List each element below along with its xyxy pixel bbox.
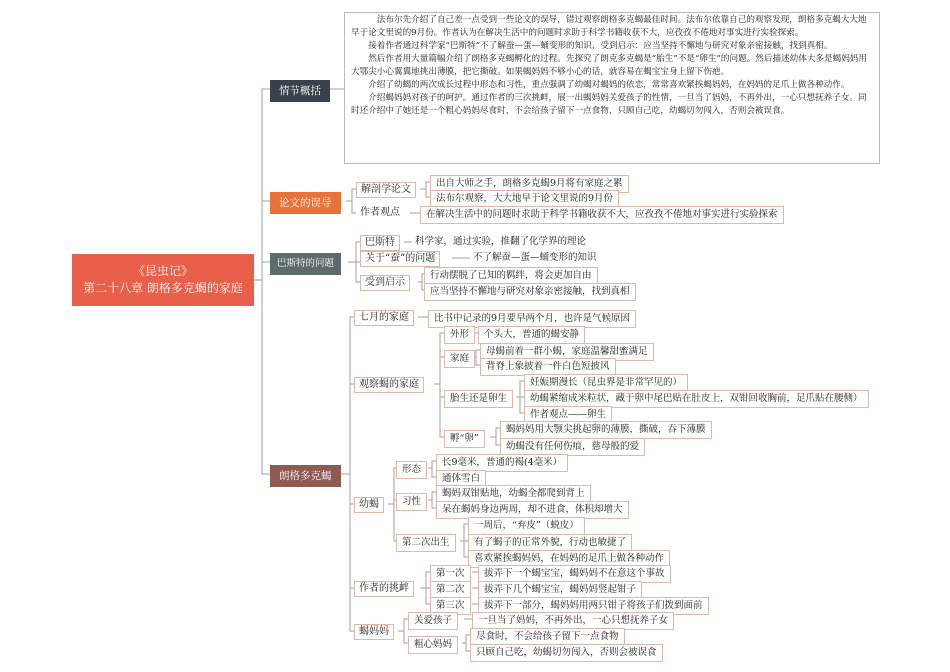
topic-appearance[interactable]: 外形: [444, 326, 475, 344]
branch-plot-summary[interactable]: 情节概括: [270, 80, 330, 102]
topic-hatch-2[interactable]: 幼蝎没有任何伤痕，慈母般的爱: [500, 438, 645, 456]
topic-inspiration-1[interactable]: 行动摆脱了已知的羁绊，将会更加自由: [424, 267, 598, 285]
topic-birth-2[interactable]: 幼蝎紧缩成米粒状，藏于卵中尾巴贴在肚皮上，双钳回收胸前，足爪贴在腰侧）: [524, 390, 869, 408]
plot-summary-text: [344, 12, 880, 164]
topic-provocation-first-text[interactable]: 拔弄下一个蝎宝宝，蝎妈妈不在意这个事故: [478, 565, 671, 583]
topic-caring[interactable]: 关爱孩子: [408, 612, 458, 630]
topic-careless-mother[interactable]: 粗心妈妈: [408, 636, 458, 654]
topic-birth-1[interactable]: 妊娠期漫长（昆虫界是非常罕见的）: [524, 374, 688, 392]
topic-pasteur[interactable]: 巴斯特: [360, 235, 400, 251]
topic-home[interactable]: 家庭: [444, 350, 475, 368]
topic-second-birth[interactable]: 第二次出生: [396, 534, 456, 552]
topic-anatomy-paper-fact-1[interactable]: 出自大师之手，朗格多克蝎9月将有家庭之累: [430, 175, 629, 193]
topic-pasteur-text[interactable]: 科学家，通过实验，推翻了化学界的理论: [415, 236, 587, 247]
topic-second-birth-1[interactable]: 一周后，“弃皮”（蜕皮）: [468, 517, 585, 535]
topic-shape[interactable]: 形态: [396, 461, 427, 479]
topic-silkworm-question-text[interactable]: 不了解蚕—蛋—蛹变形的知识: [473, 252, 597, 263]
topic-habit-1[interactable]: 蝎妈双钳贴地，幼蝎全都爬到背上: [436, 485, 591, 503]
topic-anatomy-paper-fact-2[interactable]: 法布尔观察，大大地早于论文里说的9月份: [430, 190, 619, 208]
summary-paragraph: 接着作者通过科学家“巴斯特”不了解蚕—蛋—蛹变形的知识，受到启示：应当坚持不懈地与研究对象亲密接触，找到真相。: [368, 41, 833, 51]
branch-languedoc-scorpion[interactable]: 朗格多克蝎: [270, 465, 341, 487]
branch-pasteur-question[interactable]: 巴斯特的问题: [270, 253, 341, 275]
topic-anatomy-paper[interactable]: 解剖学论文: [356, 182, 416, 198]
topic-careless-2[interactable]: 只顾自己吃，幼蝎切勿闯入，否则会被误食: [470, 644, 663, 662]
topic-mother-scorpion[interactable]: 蝎妈妈: [354, 624, 394, 640]
root-topic[interactable]: [72, 254, 254, 306]
topic-caring-text[interactable]: 一旦当了妈妈，不再外出，一心只想抚养子女: [472, 612, 674, 630]
book-title: 《昆虫记》: [132, 264, 193, 278]
topic-viviparous-or-oviparous[interactable]: 胎生还是卵生: [444, 390, 513, 408]
topic-second-birth-3[interactable]: 喜欢紧挨蝎妈妈，在妈妈的足爪上做各种动作: [468, 550, 670, 568]
summary-paragraph: 然后作者用大量篇幅介绍了朗格多克蝎孵化的过程。先探究了朗克多克蝎是“胎生”不是“卵生”的问题。然后描述幼体大多是蝎妈妈用大鄂尖小心翼翼地挑出薄膜，把它撕破。如果蝎妈妈不够小心的话，就容易在蝎宝宝身上留下伤疤。: [351, 54, 868, 77]
topic-provocation-third-text[interactable]: 拔弄下一部分，蝎妈妈用两只钳子将孩子们拨到面前: [478, 597, 709, 615]
topic-provocation-second-text[interactable]: 拔弄下几个蝎宝宝，蝎妈妈竖起钳子: [478, 581, 642, 599]
topic-provocation-first[interactable]: 第一次: [430, 565, 471, 583]
topic-inspiration[interactable]: 受到启示: [360, 275, 410, 291]
topic-careless-1[interactable]: 尽食时，不会给孩子留下一点食物: [470, 628, 625, 646]
topic-appearance-text[interactable]: 个头大，普通的蝎安静: [478, 326, 585, 344]
topic-author-view-text[interactable]: 在解决生活中的问题时求助于科学书籍收获不大，应孜孜不倦地对事实进行实验探索: [420, 206, 784, 224]
topic-young-scorpion[interactable]: 幼蝎: [354, 497, 384, 513]
topic-hatch[interactable]: 孵“卵”: [444, 430, 485, 448]
branch-paper-misleading[interactable]: 论文的误导: [270, 192, 341, 214]
topic-birth-3[interactable]: 作者观点——卵生: [524, 406, 612, 424]
topic-observe-family[interactable]: 观察蝎的家庭: [354, 377, 424, 393]
topic-second-birth-2[interactable]: 有了蝎子的正常外貌，行动也敏捷了: [468, 534, 632, 552]
topic-provocation-third[interactable]: 第三次: [430, 597, 471, 615]
topic-provocation-second[interactable]: 第二次: [430, 581, 471, 599]
topic-shape-2[interactable]: 通体雪白: [436, 470, 486, 488]
topic-home-2[interactable]: 背脊上象披着一件白色短披风: [480, 358, 616, 376]
topic-habit[interactable]: 习性: [396, 493, 427, 511]
topic-july-family-text[interactable]: 比书中记录的9月要早两个月，也许是气候原因: [428, 310, 636, 328]
topic-habit-2[interactable]: 呆在蝎妈身边两周，却不进食，体积却增大: [436, 501, 629, 519]
topic-hatch-1[interactable]: 蝎妈妈用大颚尖挑起卵的薄膜，撕破，吞下薄膜: [500, 421, 712, 439]
topic-shape-1[interactable]: 长9毫米，普通的褐(4毫米）: [436, 454, 568, 472]
topic-author-provocation[interactable]: 作者的挑衅: [354, 581, 414, 597]
topic-inspiration-2[interactable]: 应当坚持不懈地与研究对象亲密接触，找到真相: [424, 283, 636, 301]
topic-july-family[interactable]: 七月的家庭: [354, 310, 414, 326]
summary-paragraph: 介绍了幼蝎的两次成长过程中形态和习性，重点强调了幼蝎对蝎妈的依恋，常常喜欢紧挨蝎妈妈，在妈妈的足爪上做各种动作。: [368, 80, 850, 90]
topic-home-1[interactable]: 母蝎前着一群小蝎，家庭温馨甜蜜满足: [480, 343, 654, 361]
summary-paragraph: 介绍蝎妈妈对孩子的呵护。通过作者的三次挑衅，展一出蝎妈妈关爱孩子的性情，一旦当了妈妈，不再外出，一心只想抚养子女。同时还介绍中了她还是一个粗心妈妈尽食时，不会给孩子留下一点食物，只顾自己吃，幼蝎切勿闯入，否则会被误食。: [351, 93, 867, 116]
chapter-title: 第二十八章 朗格多克蝎的家庭: [83, 281, 243, 295]
topic-silkworm-question[interactable]: 关于“蚕”的问题: [360, 251, 440, 267]
summary-paragraph: 法布尔先介绍了自己差一点受到一些论文的误导，错过观察朗格多克蝎最佳时间。法布尔依靠自己的观察发现，朗格多克蝎大大地早于论文里说的9月份。作者认为在解决生活中的问题时求助于科学书籍收获不大，应孜孜不倦地对事实进行实验探索。: [351, 15, 867, 38]
topic-author-view[interactable]: 作者观点: [360, 207, 400, 218]
